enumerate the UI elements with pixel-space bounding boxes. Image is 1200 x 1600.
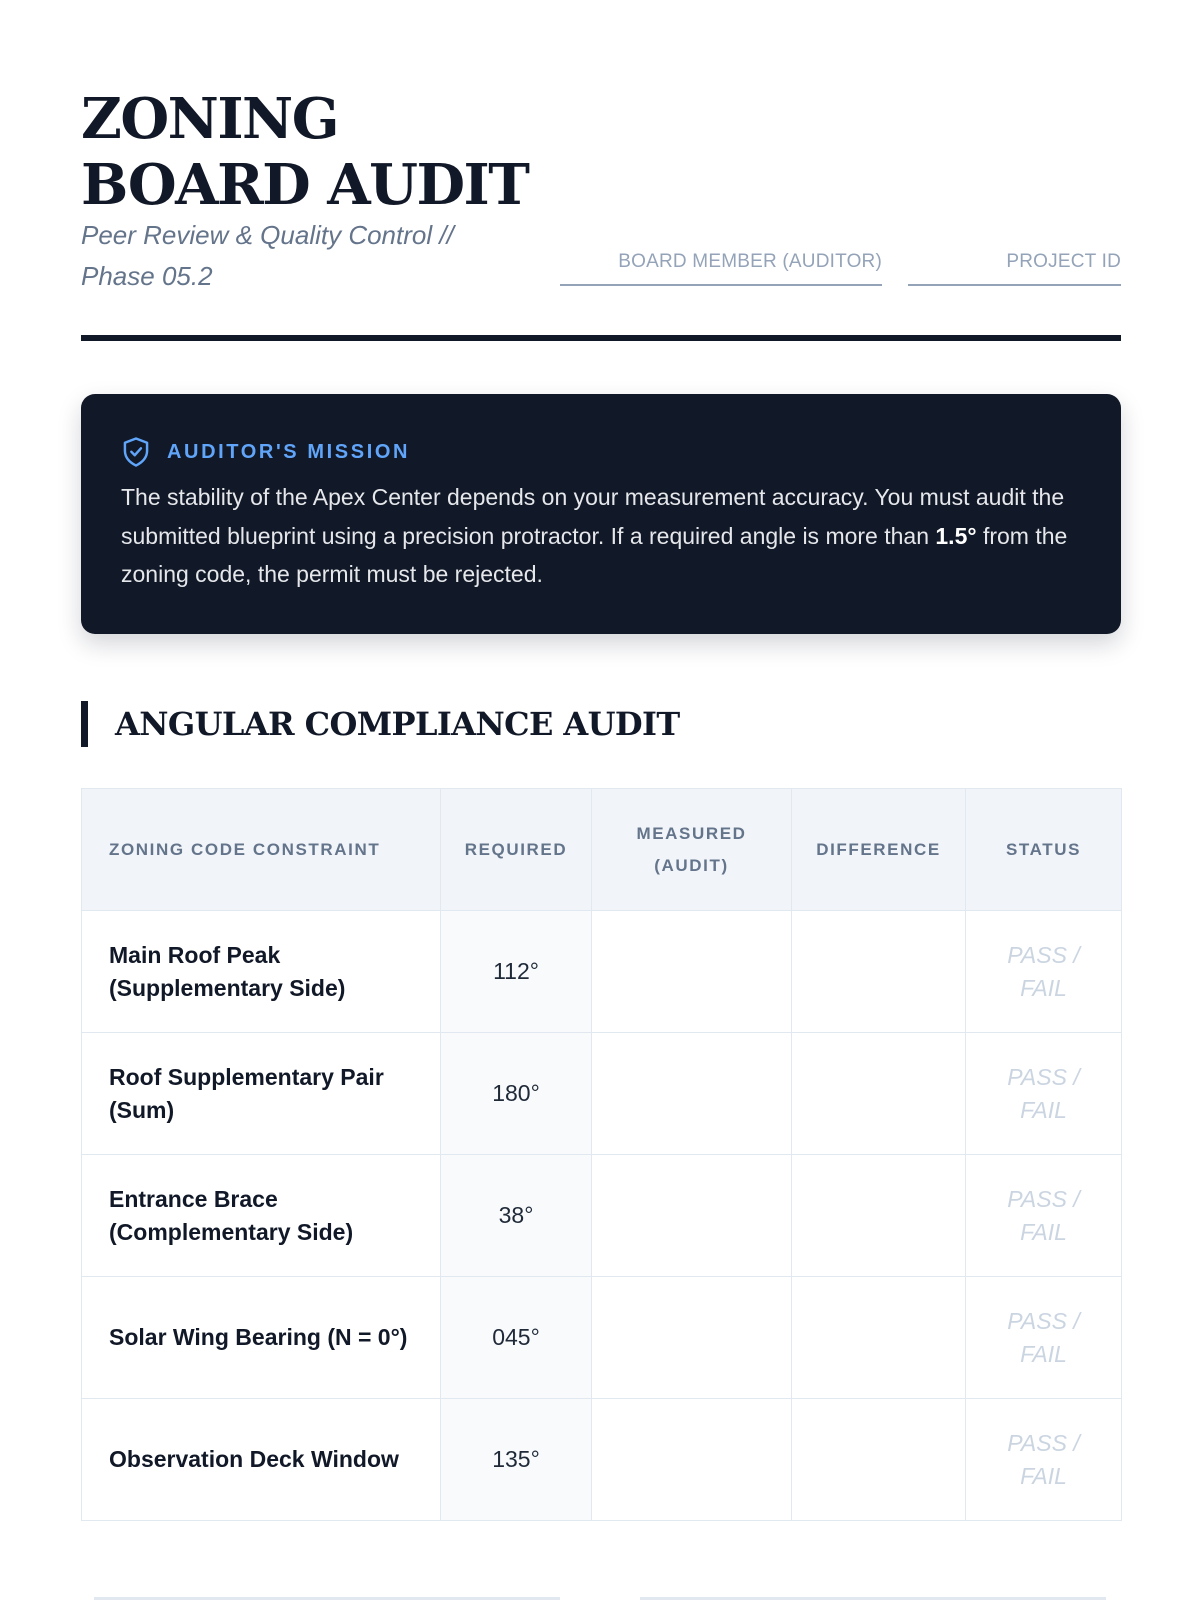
measured-input-cell[interactable] xyxy=(592,1155,792,1277)
document-header xyxy=(81,86,1121,342)
status-cell[interactable]: PASS / FAIL xyxy=(966,1277,1122,1399)
constraint-cell: Solar Wing Bearing (N = 0°) xyxy=(82,1277,441,1399)
mission-text xyxy=(121,478,1081,594)
mission-text-before: The stability of the Apex Center depends on your measurement accuracy. You must audit the submitted blueprint using a precision protractor. If a required angle is more than xyxy=(121,484,1065,549)
column-header-status: STATUS xyxy=(966,789,1122,911)
status-cell[interactable]: PASS / FAIL xyxy=(966,1399,1122,1521)
status-cell[interactable]: PASS / FAIL xyxy=(966,911,1122,1033)
tolerance-value: 1.5° xyxy=(935,522,977,549)
section-accent-bar xyxy=(81,701,88,747)
measured-input-cell[interactable] xyxy=(592,911,792,1033)
measured-input-cell[interactable] xyxy=(592,1277,792,1399)
difference-input-cell[interactable] xyxy=(792,911,966,1033)
mission-text-after: from the zoning code, the permit must be rejected. xyxy=(121,522,1068,587)
difference-input-cell[interactable] xyxy=(792,1033,966,1155)
page-subtitle: Peer Review & Quality Control // Phase 05.2 xyxy=(81,220,454,291)
table-row xyxy=(82,1277,1122,1399)
column-header-difference: DIFFERENCE xyxy=(792,789,966,911)
project-id-field[interactable] xyxy=(908,245,1121,286)
constraint-cell: Observation Deck Window xyxy=(82,1399,441,1521)
table-row xyxy=(82,1033,1122,1155)
constraint-cell: Main Roof Peak (Supplementary Side) xyxy=(82,911,441,1033)
required-cell: 112° xyxy=(441,911,592,1033)
column-header-measured: MEASURED (AUDIT) xyxy=(592,789,792,911)
column-header-required: REQUIRED xyxy=(441,789,592,911)
difference-input-cell[interactable] xyxy=(792,1155,966,1277)
required-cell: 180° xyxy=(441,1033,592,1155)
compliance-table xyxy=(81,788,1122,1521)
auditor-field[interactable] xyxy=(560,245,882,286)
measured-input-cell[interactable] xyxy=(592,1033,792,1155)
shield-check-icon xyxy=(121,436,151,468)
required-cell: 045° xyxy=(441,1277,592,1399)
table-row xyxy=(82,1399,1122,1521)
auditor-field-label: BOARD MEMBER (AUDITOR) xyxy=(618,251,882,272)
project-id-field-label: PROJECT ID xyxy=(1006,251,1121,272)
section-heading xyxy=(81,700,680,748)
status-cell[interactable]: PASS / FAIL xyxy=(966,1155,1122,1277)
difference-input-cell[interactable] xyxy=(792,1277,966,1399)
column-header-constraint: ZONING CODE CONSTRAINT xyxy=(82,789,441,911)
page-title: ZONING BOARD AUDIT xyxy=(81,86,529,218)
status-cell[interactable]: PASS / FAIL xyxy=(966,1033,1122,1155)
required-cell: 135° xyxy=(441,1399,592,1521)
header-divider xyxy=(81,335,1121,341)
measured-input-cell[interactable] xyxy=(592,1399,792,1521)
table-header-row xyxy=(82,789,1122,911)
constraint-cell: Entrance Brace (Complementary Side) xyxy=(82,1155,441,1277)
table-row xyxy=(82,911,1122,1033)
mission-heading xyxy=(121,434,1081,470)
mission-card xyxy=(81,394,1121,634)
section-title: ANGULAR COMPLIANCE AUDIT xyxy=(115,705,680,743)
constraint-cell: Roof Supplementary Pair (Sum) xyxy=(82,1033,441,1155)
mission-label: AUDITOR'S MISSION xyxy=(167,440,411,463)
required-cell: 38° xyxy=(441,1155,592,1277)
difference-input-cell[interactable] xyxy=(792,1399,966,1521)
table-row xyxy=(82,1155,1122,1277)
